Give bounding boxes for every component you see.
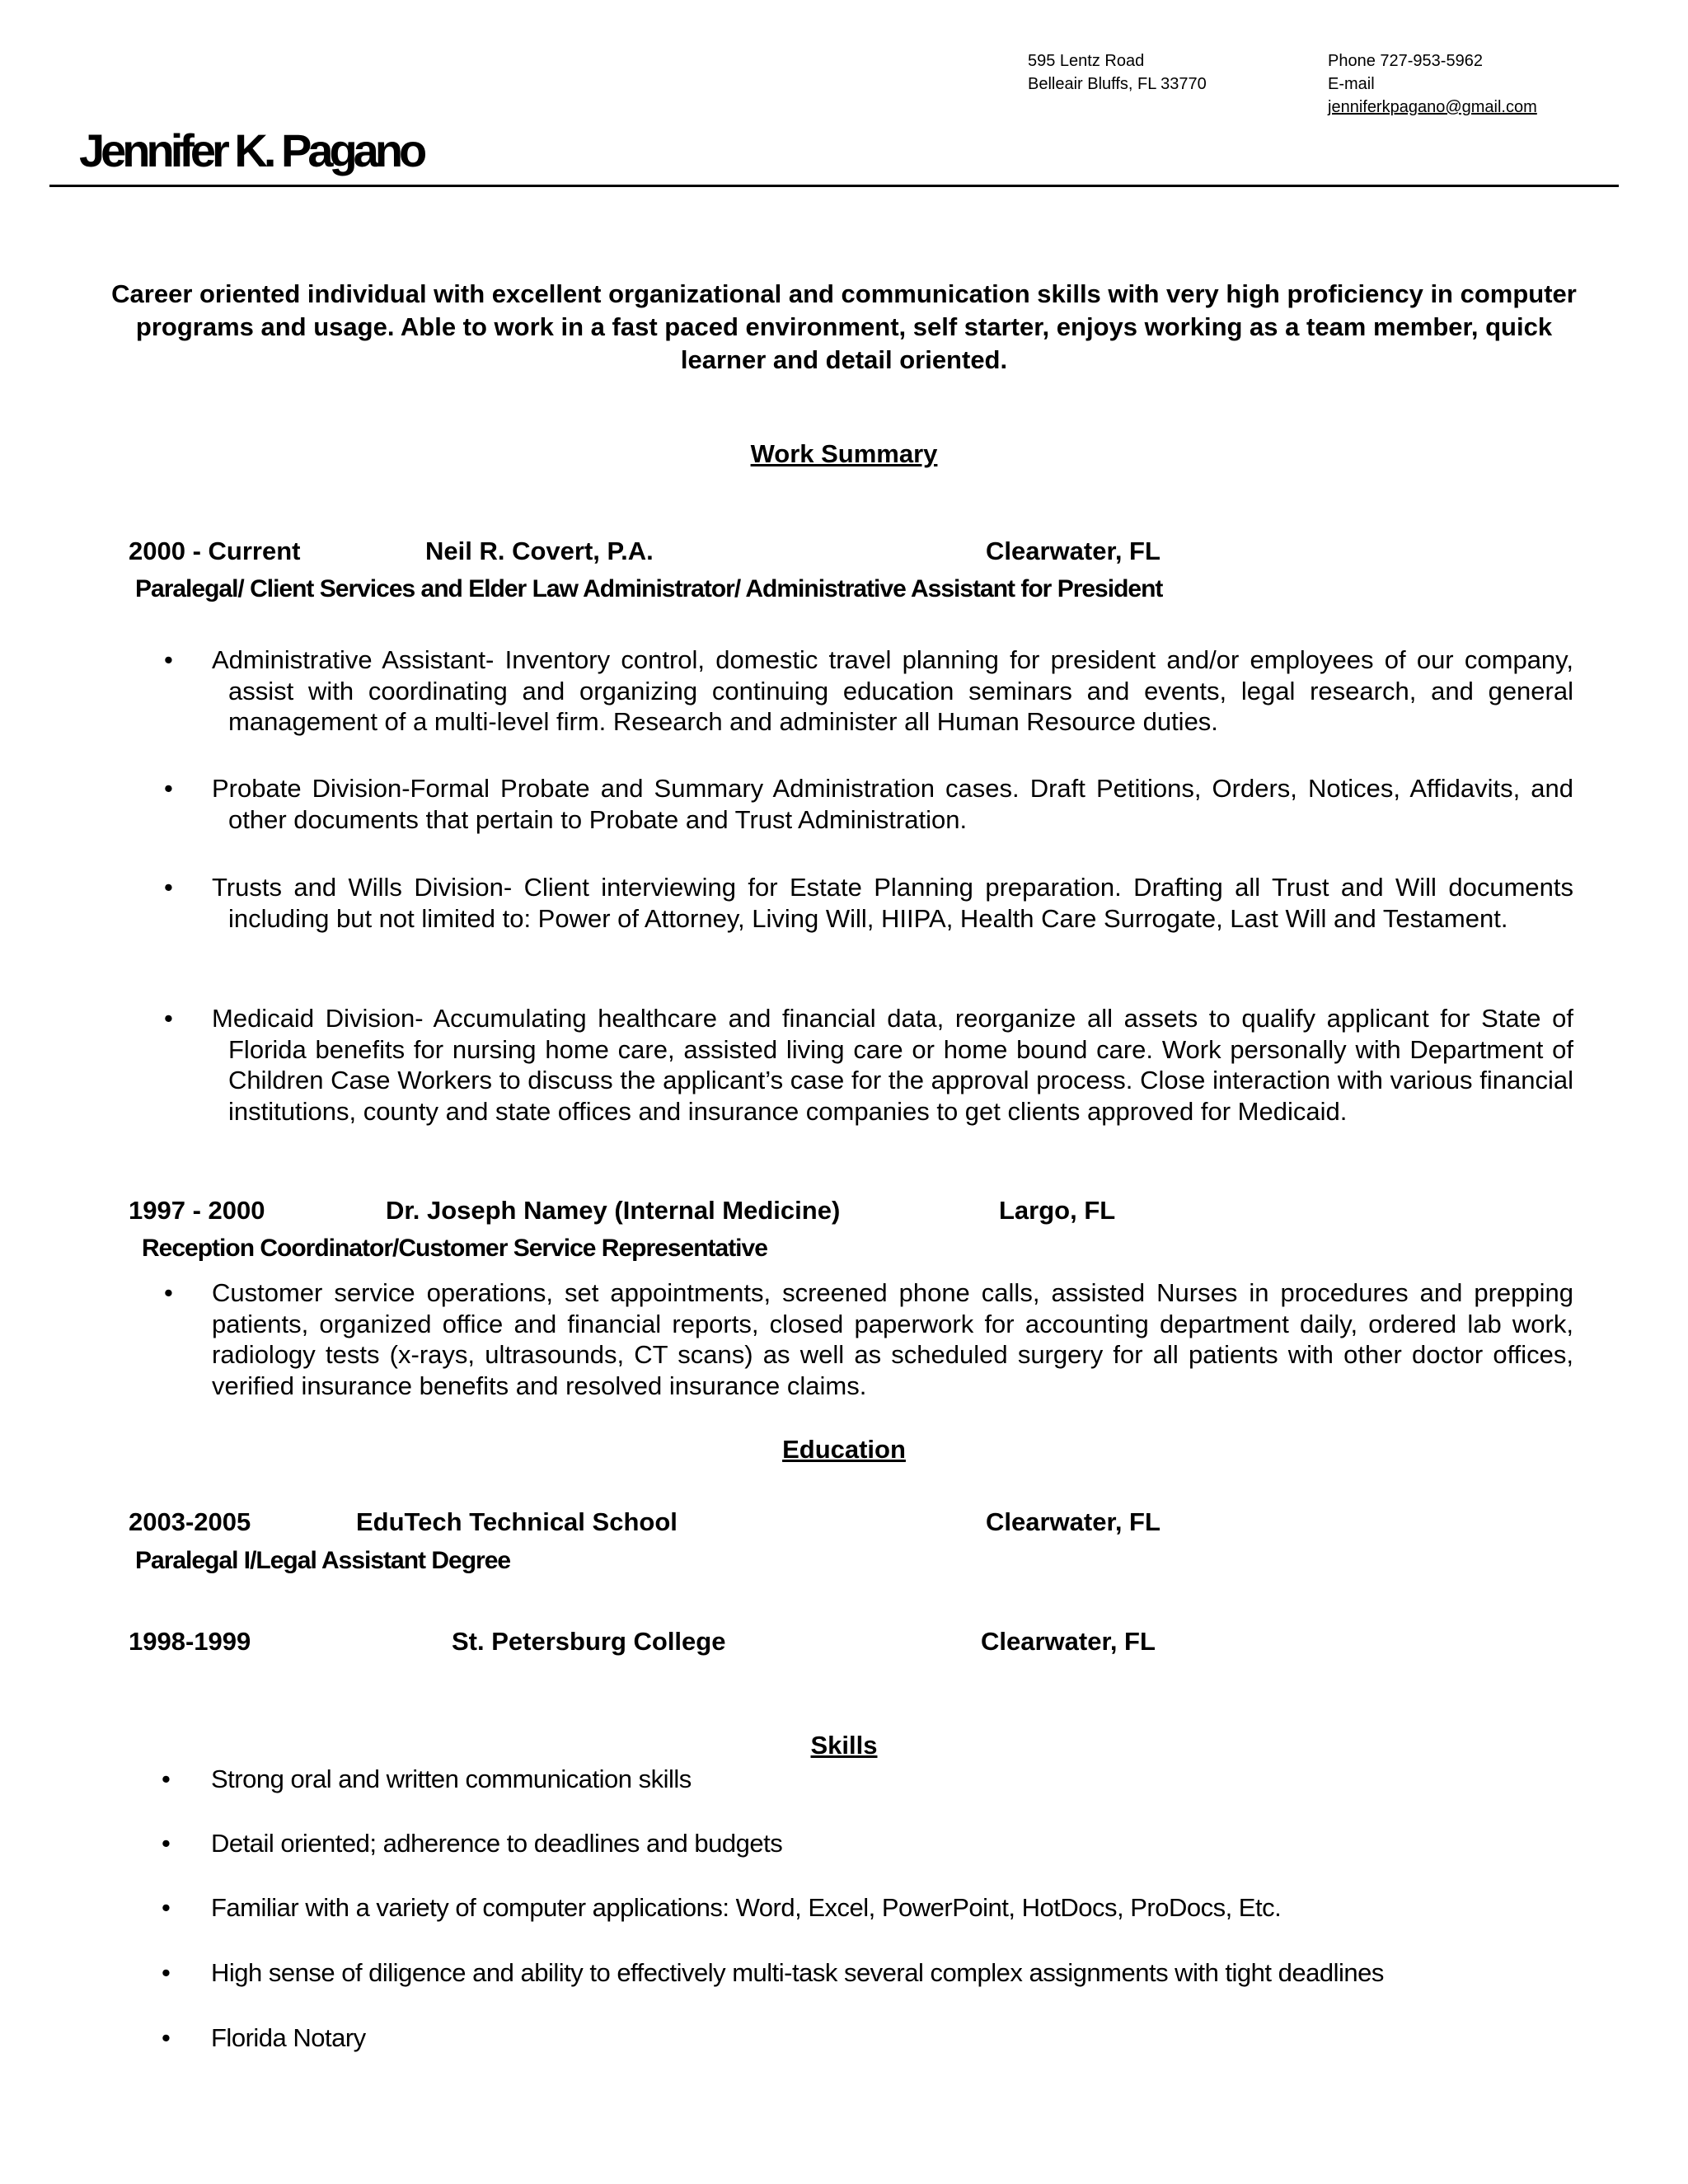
- header-divider: [49, 185, 1619, 187]
- skills-heading: Skills: [810, 1731, 878, 1760]
- candidate-name: Jennifer K. Pagano: [79, 124, 424, 176]
- email-link[interactable]: jenniferkpagano@gmail.com: [1328, 98, 1537, 116]
- job-1-bullet-1-text: Administrative Assistant- Inventory control, domestic travel planning for president and/or employees of our company, assist with coordinating and organizing continuing education seminars and events, legal research, and general management of a multi-level firm. Research and administer all Human Resource duties.: [212, 645, 1573, 736]
- bullet-dot: •: [162, 1829, 171, 1858]
- email-label: E-mail: [1328, 75, 1375, 93]
- job-1-bullet-4: • Medicaid Division- Accumulating healthcare and financial data, reorganize all assets to qualify applicant for State of Florida benefits for nursing home care, assisted living care or home bound care. Work personally with Department of Children Case Workers to discuss the applicant’s case for the approval process. Close interaction with various financial institutions, county and state offices and insurance companies to get clients approved for Medicaid.: [164, 1004, 1573, 1126]
- address-block: [1028, 49, 1207, 96]
- skill-item-4: High sense of diligence and ability to effectively multi-task several complex assignments with tight deadlines: [211, 1958, 1384, 1987]
- education-heading: Education: [782, 1435, 906, 1464]
- job-2-employer: Dr. Joseph Namey (Internal Medicine): [386, 1196, 841, 1225]
- objective-statement: Career oriented individual with excellent organizational and communication skills with very high proficiency in computer programs and usage. Able to work in a fast paced environment, self starter, enjoys working as a team member, quick learner and detail oriented.: [111, 279, 1577, 374]
- skill-item-3: Familiar with a variety of computer applications: Word, Excel, PowerPoint, HotDocs, ProDocs, Etc.: [211, 1893, 1282, 1922]
- job-1-bullet-1: • Administrative Assistant- Inventory control, domestic travel planning for president and/or employees of our company, assist with coordinating and organizing continuing education seminars and events, legal research, and general management of a multi-level firm. Research and administer all Human Resource duties.: [164, 645, 1573, 736]
- job-2-title: Reception Coordinator/Customer Service Representative: [142, 1235, 767, 1262]
- bullet-dot: •: [164, 1278, 173, 1307]
- job-2-bullet-1: [164, 1277, 1573, 1401]
- job-1-bullet-3-text: Trusts and Wills Division- Client interviewing for Estate Planning preparation. Drafting all Trust and Will documents including but not limited to: Power of Attorney, Living Will, HIIPA, Health Care Surrogate, Last Will and Testament.: [212, 873, 1573, 933]
- job-2-bullet-1-text: Customer service operations, set appointments, screened phone calls, assisted Nurses in procedures and prepping patients, organized office and financial reports, closed paperwork for accounting department daily, ordered lab work, radiology tests (x-rays, ultrasounds, CT scans) as well as scheduled surgery for all patients with other doctor offices, verified insurance benefits and resolved insurance claims.: [212, 1278, 1573, 1400]
- bullet-dot: •: [162, 1893, 171, 1922]
- edu-2-location: Clearwater, FL: [981, 1627, 1156, 1656]
- skill-item-1: Strong oral and written communication skills: [211, 1765, 692, 1793]
- job-1-bullet-2: • Probate Division-Formal Probate and Summary Administration cases. Draft Petitions, Orders, Notices, Affidavits, and other documents that pertain to Probate and Trust Administration.: [164, 774, 1573, 834]
- skill-item-5: Florida Notary: [211, 2023, 366, 2052]
- edu-1-degree: Paralegal I/Legal Assistant Degree: [135, 1547, 511, 1574]
- bullet-dot: •: [162, 2023, 171, 2052]
- edu-2-school: St. Petersburg College: [452, 1627, 726, 1656]
- job-2-location: Largo, FL: [999, 1196, 1116, 1225]
- edu-1-dates: 2003-2005: [129, 1507, 251, 1536]
- job-1-dates: 2000 - Current: [129, 537, 301, 565]
- edu-1-school: EduTech Technical School: [356, 1507, 678, 1536]
- contact-block: [1328, 49, 1537, 119]
- skill-item-2: Detail oriented; adherence to deadlines and budgets: [211, 1829, 783, 1858]
- edu-1-location: Clearwater, FL: [986, 1507, 1160, 1536]
- address-line-2: Belleair Bluffs, FL 33770: [1028, 75, 1207, 93]
- address-line-1: 595 Lentz Road: [1028, 52, 1145, 70]
- job-1-bullet-3: • Trusts and Wills Division- Client interviewing for Estate Planning preparation. Drafting all Trust and Will documents including but not limited to: Power of Attorney, Living Will, HIIPA, Health Care Surrogate, Last Will and Testament.: [164, 873, 1573, 933]
- bullet-dot: •: [162, 1765, 171, 1793]
- edu-2-dates: 1998-1999: [129, 1627, 251, 1656]
- work-summary-heading: Work Summary: [750, 439, 938, 468]
- job-1-bullet-4-text: Medicaid Division- Accumulating healthcare and financial data, reorganize all assets to qualify applicant for State of Florida benefits for nursing home care, assisted living care or home bound care. Work personally with Department of Children Case Workers to discuss the applicant’s case for the approval process. Close interaction with various financial institutions, county and state offices and insurance companies to get clients approved for Medicaid.: [212, 1004, 1573, 1126]
- job-2-dates: 1997 - 2000: [129, 1196, 265, 1225]
- phone-text: Phone 727-953-5962: [1328, 52, 1483, 70]
- job-1-employer: Neil R. Covert, P.A.: [425, 537, 654, 565]
- job-1-location: Clearwater, FL: [986, 537, 1160, 565]
- job-1-bullet-2-text: Probate Division-Formal Probate and Summary Administration cases. Draft Petitions, Orders, Notices, Affidavits, and other documents that pertain to Probate and Trust Administration.: [212, 774, 1573, 834]
- bullet-dot: •: [162, 1958, 171, 1987]
- job-1-title: Paralegal/ Client Services and Elder Law Administrator/ Administrative Assistant for President: [135, 575, 1163, 602]
